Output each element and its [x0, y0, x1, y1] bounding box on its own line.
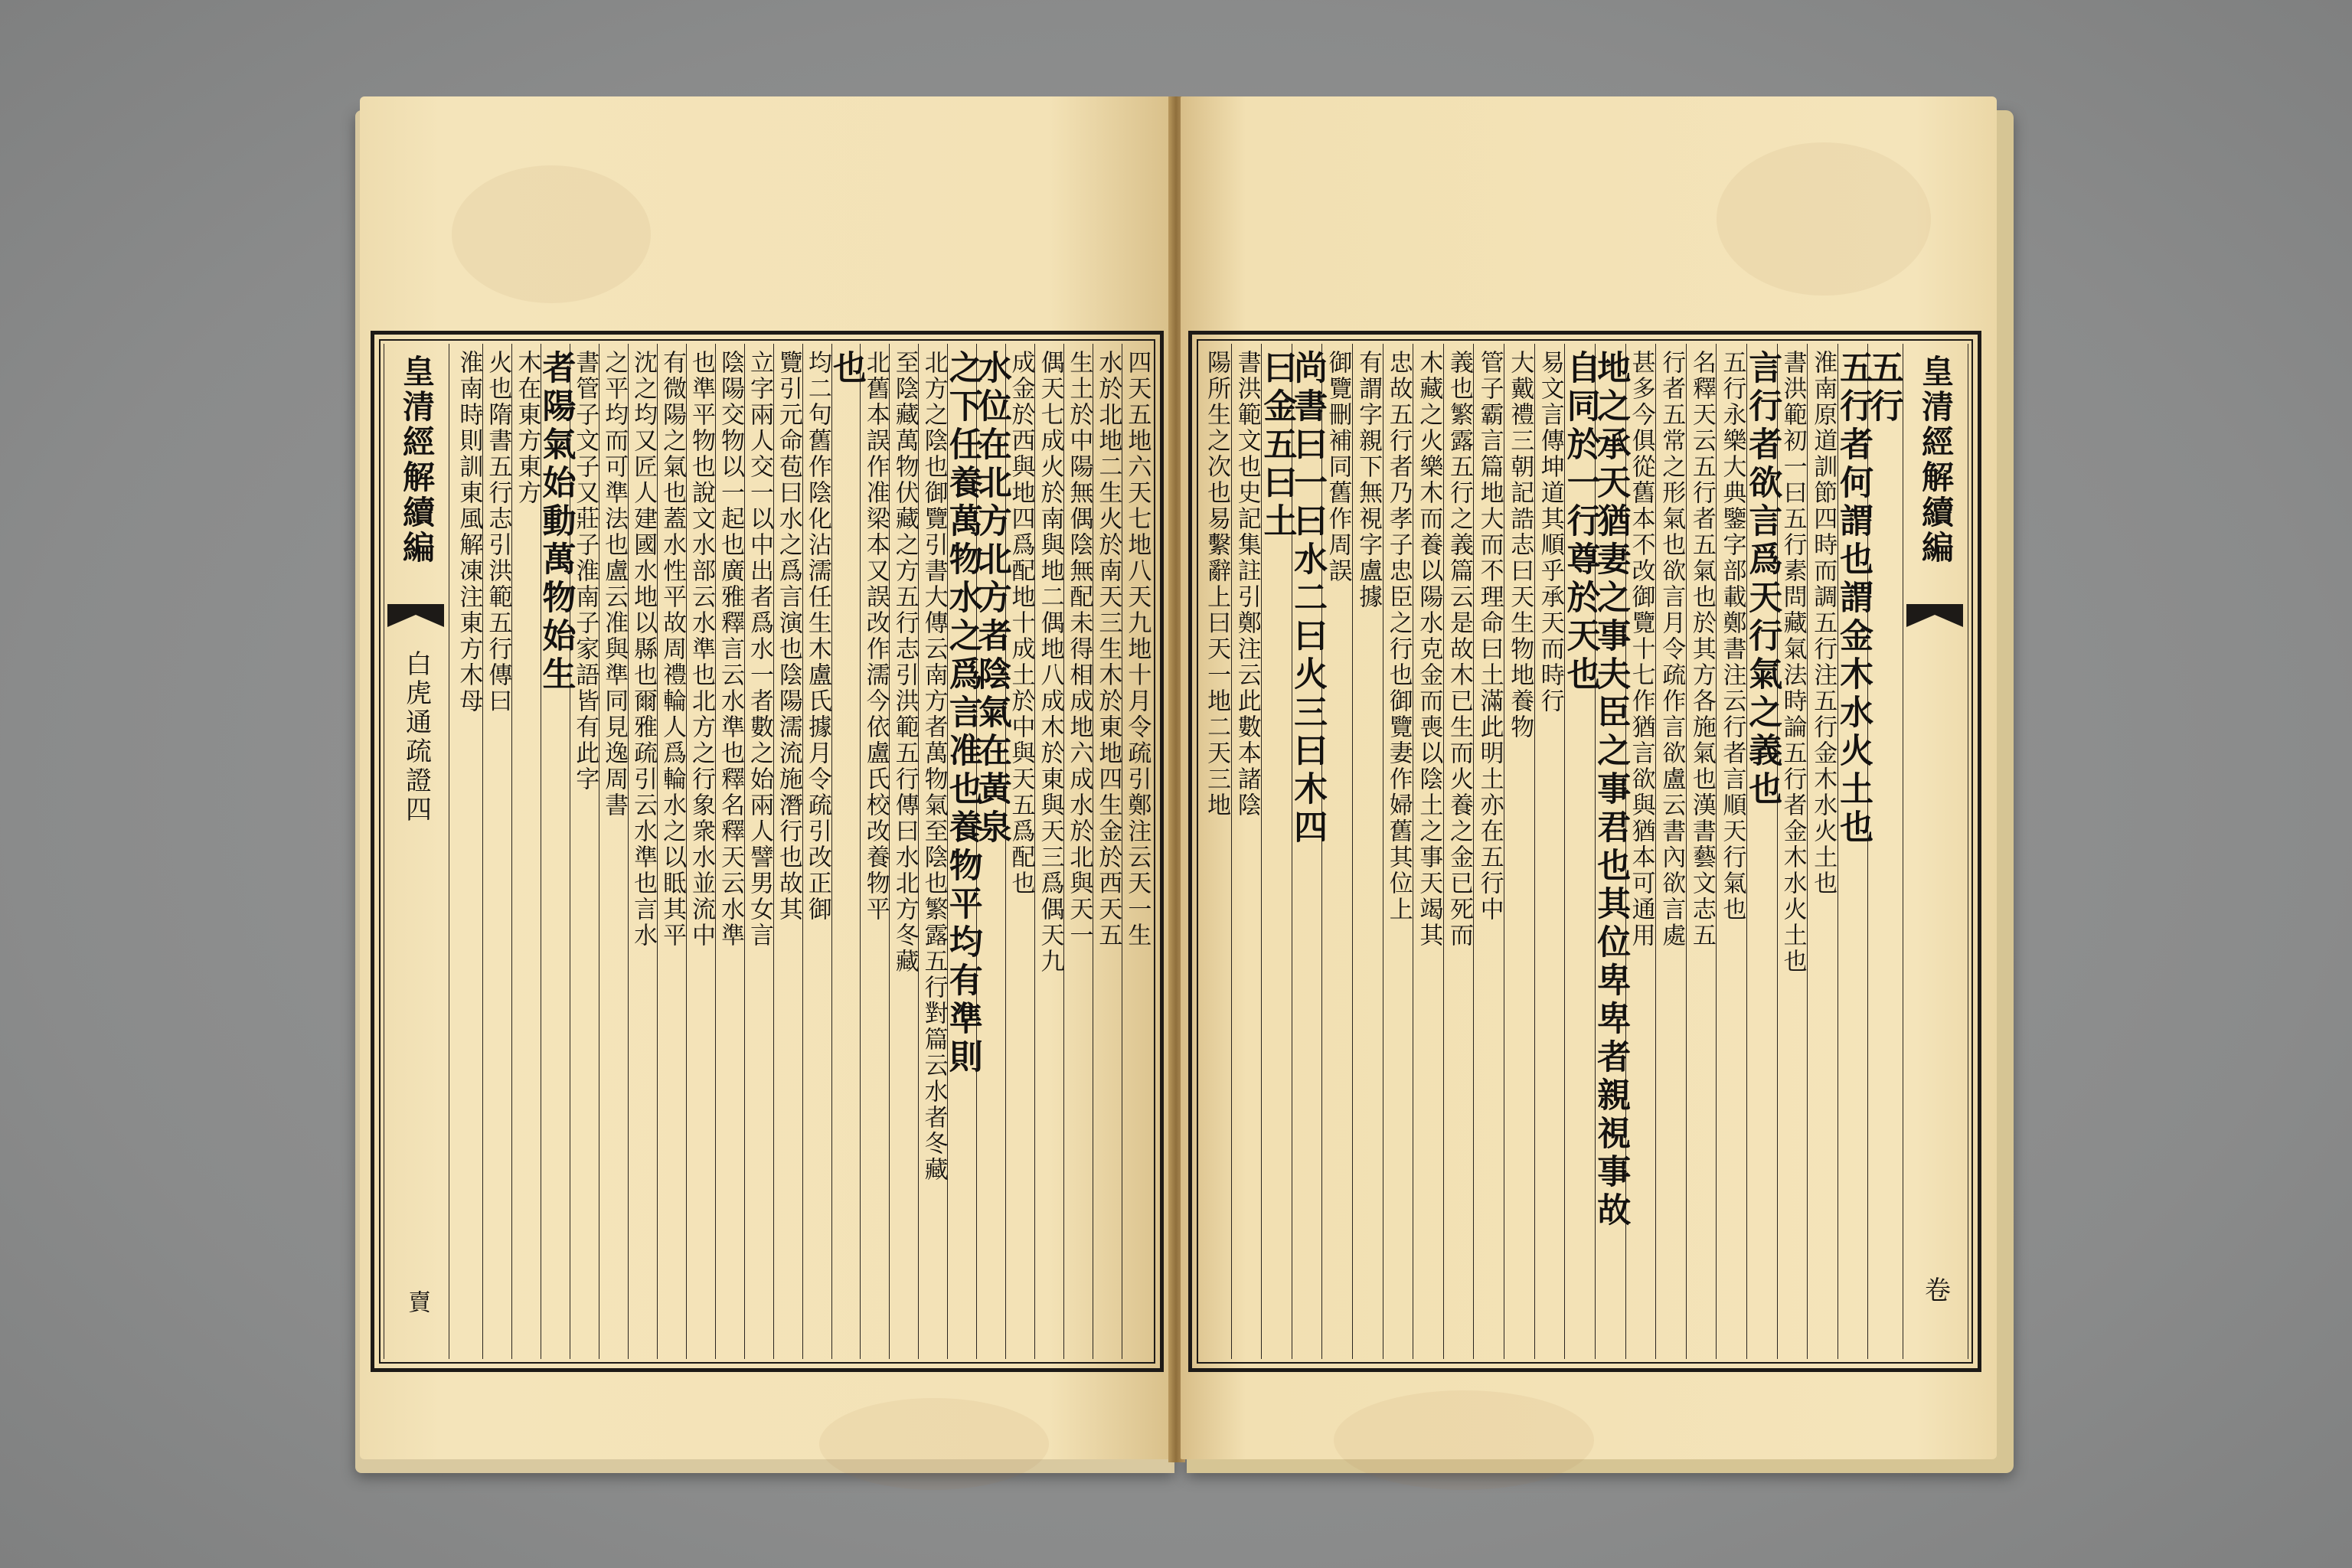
text-column: [1625, 344, 1656, 1359]
commentary-text: 有謂字親下無視字盧據: [1354, 350, 1383, 610]
text-column: [889, 344, 918, 1359]
commentary-text: 大戴禮三朝記誥志曰天生物地養物: [1506, 350, 1534, 740]
main-text: 者陽氣始動萬物始生: [536, 350, 576, 694]
text-column: [802, 344, 831, 1359]
commentary-text: 成金於西與地四爲配地十成土於中與天五爲配也: [1007, 350, 1035, 897]
left-text-block: [371, 331, 1164, 1372]
commentary-text: 名釋天云五行者五氣也於其方各施氣也漢書藝文志五: [1687, 350, 1716, 949]
text-column: [1352, 344, 1383, 1359]
text-column: [657, 344, 686, 1359]
commentary-text: 淮南原道訓節四時而調五行注五行金木水火土也: [1809, 350, 1838, 897]
text-column: [1201, 344, 1231, 1359]
text-column: [1034, 344, 1063, 1359]
text-column: [715, 344, 744, 1359]
text-column: [1122, 344, 1151, 1359]
left-fold-column: [384, 344, 449, 1359]
commentary-text: 管子霸言篇地大而不理命曰土滿此明土亦在五行中: [1475, 350, 1504, 923]
commentary-text: 陰陽交物以一起也廣雅釋言云水準也釋名釋天云水準: [716, 350, 744, 949]
commentary-text: 忠故五行者乃孝子忠臣之行也御覽妻作婦舊其位上: [1384, 350, 1413, 923]
text-column: [1743, 344, 1782, 1359]
text-column: [628, 344, 657, 1359]
text-column: [1686, 344, 1717, 1359]
commentary-text: 沈之均又匠人建國水地以縣也爾雅疏引云水準也言水: [629, 350, 658, 949]
text-column: [942, 344, 982, 1359]
main-text: 地之承天猶妻之事夫臣之事君也其位卑卑者親視事故: [1591, 350, 1631, 1230]
text-column: [1655, 344, 1686, 1359]
commentary-text: 木在東方東方: [513, 350, 541, 506]
commentary-text: 覽引元命苞曰水之爲言演也陰陽濡流施潛行也故其: [774, 350, 802, 923]
text-column: [972, 344, 1011, 1359]
text-column: [1591, 344, 1631, 1359]
main-text: 曰金五曰土: [1257, 350, 1297, 541]
commentary-text: 淮南時則訓東風解凍注東方木母: [455, 350, 483, 714]
commentary-text: 四天五地六天七地八天九地十月令疏引鄭注云天一生: [1123, 350, 1152, 949]
commentary-text: 立字兩人交一以中出者爲水一者數之始兩人譬男女言: [745, 350, 773, 949]
commentary-text: 御覽刪補同舊作周誤: [1324, 350, 1352, 584]
banxin-subtitle: 卷: [1919, 1276, 1951, 1305]
text-column: [1864, 344, 1903, 1359]
text-column: [1321, 344, 1352, 1359]
text-column: [1231, 344, 1262, 1359]
commentary-text: 生土於中陽無偶陰無配未得相成地六成水於北與天一: [1065, 350, 1093, 949]
text-column: [454, 344, 482, 1359]
commentary-text: 甚多今俱從舊本不改御覽十七作猶言欲與猶本可通用: [1627, 350, 1655, 949]
main-text: 言行者欲言爲天行氣之義也: [1743, 350, 1782, 809]
text-column: [826, 344, 866, 1359]
commentary-text: 均二句舊作陰化沾濡任生木盧氏據月令疏引改正御: [803, 350, 831, 923]
paper-stain: [1717, 142, 1931, 296]
text-column: [1093, 344, 1122, 1359]
commentary-text: 行者五常之形氣也欲言月令疏作言欲盧云書內欲言處: [1658, 350, 1686, 949]
right-page: [1181, 96, 1997, 1459]
text-column: [1504, 344, 1534, 1359]
commentary-text: 也準平物也說文水部云水準也北方之行象衆水並流中: [688, 350, 716, 949]
commentary-text: 五行永樂大典鑒字部載鄭書注云行者言順天行氣也: [1718, 350, 1746, 923]
text-column: [1005, 344, 1034, 1359]
right-text-columns: [1201, 344, 1903, 1359]
paper-stain: [452, 165, 651, 303]
text-column: [686, 344, 715, 1359]
commentary-text: 之平均而可準法也盧云准與準同見逸周書: [600, 350, 629, 818]
left-page: [360, 96, 1171, 1459]
commentary-text: 北方之陰也御覽引書大傳云南方者萬物氣至陰也繁露五行對篇云水者冬藏: [920, 350, 948, 1183]
text-column: [536, 344, 576, 1359]
commentary-text: 北舊本誤作准梁本又誤改作濡今依盧氏校改養物平: [861, 350, 890, 923]
main-text: 也: [826, 350, 866, 388]
main-text: 水位在北方北方者陰氣在黃泉: [972, 350, 1011, 848]
banxin-title: 皇清經解續編: [398, 354, 436, 566]
text-column: [1534, 344, 1565, 1359]
main-text: 尚書曰一曰水二曰火三曰木四: [1288, 350, 1328, 848]
commentary-text: 書管子文子又莊子淮南子家語皆有此字: [571, 350, 599, 792]
text-column: [1383, 344, 1413, 1359]
banxin-title: 皇清經解續編: [1917, 354, 1955, 566]
fishtail-mark-icon: [387, 604, 444, 627]
fishtail-mark-icon: [1906, 604, 1963, 627]
commentary-text: 火也隋書五行志引洪範五行傳曰: [484, 350, 512, 714]
text-column: [511, 344, 541, 1359]
commentary-text: 有微陽之氣也蓋水性平故周禮輪人爲輪水之以眡其平: [658, 350, 687, 949]
text-column: [1063, 344, 1093, 1359]
commentary-text: 陽所生之次也易繫辭上曰天一地二天三地: [1203, 350, 1231, 818]
commentary-text: 偶天七成火於南與地二偶地八成木於東與天三爲偶天九: [1036, 350, 1064, 975]
text-column: [1257, 344, 1297, 1359]
banxin-subtitle: 白虎通疏證四: [400, 650, 432, 825]
text-column: [860, 344, 889, 1359]
banxin-page-number: 𧶠: [403, 1290, 430, 1313]
right-fold-column: [1903, 344, 1968, 1359]
text-column: [918, 344, 947, 1359]
text-column: [1777, 344, 1808, 1359]
paper-stain: [1334, 1390, 1594, 1490]
text-column: [1834, 344, 1873, 1359]
text-column: [1716, 344, 1746, 1359]
text-column: [1413, 344, 1443, 1359]
text-column: [1807, 344, 1838, 1359]
main-text: 自同於一行尊於天也: [1560, 350, 1600, 694]
left-text-columns: [454, 344, 1151, 1359]
main-text: 之下任養萬物水之爲言准也養物平均有準則: [942, 350, 982, 1077]
text-column: [570, 344, 599, 1359]
text-column: [744, 344, 773, 1359]
text-column: [1560, 344, 1600, 1359]
main-text: 五行: [1864, 350, 1903, 426]
commentary-text: 水於北地二生火於南天三生木於東地四生金於西天五: [1094, 350, 1122, 949]
commentary-text: 義也繁露五行之義篇云是故木已生而火養之金已死而: [1445, 350, 1473, 949]
text-column: [482, 344, 511, 1359]
paper-stain: [819, 1398, 1049, 1490]
commentary-text: 易文言傳坤道其順乎承天而時行: [1536, 350, 1564, 714]
commentary-text: 木藏之火樂木而養以陽水克金而喪以陰土之事天竭其: [1415, 350, 1443, 949]
commentary-text: 至陰藏萬物伏藏之方五行志引洪範五行傳曰水北方冬藏: [890, 350, 919, 975]
text-column: [1473, 344, 1504, 1359]
text-column: [1288, 344, 1328, 1359]
main-text: 五行者何謂也謂金木水火土也: [1834, 350, 1873, 848]
commentary-text: 書洪範初一曰五行素問藏氣法時論五行者金木水火土也: [1779, 350, 1807, 975]
text-column: [599, 344, 628, 1359]
text-column: [1443, 344, 1474, 1359]
commentary-text: 書洪範文也史記集註引鄭注云此數本諸陰: [1233, 350, 1261, 818]
text-column: [773, 344, 802, 1359]
right-text-block: [1188, 331, 1981, 1372]
open-book: [360, 96, 2006, 1475]
